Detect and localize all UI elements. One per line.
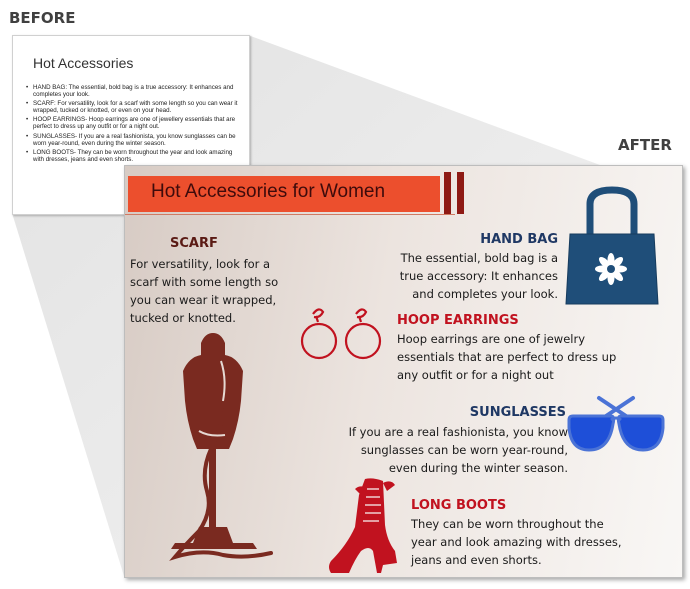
before-bullet-handbag: • HAND BAG: The essential, bold bag is a true accessory: It enhances and completes your look.: [26, 84, 240, 98]
hoop-earrings-text: Hoop earrings are one of jewelry essentials that are perfect to dress up any outfit or for a night out: [397, 332, 617, 382]
long-boots-text: They can be worn throughout the year and look amazing with dresses, jeans and even shorts.: [411, 517, 622, 567]
before-bullet-long-boots: • LONG BOOTS- They can be worn throughout the year and look amazing with dresses, jeans and even shorts.: [26, 149, 240, 163]
sunglasses-icon: [565, 394, 667, 454]
before-bullet-hoop-earrings: • HOOP EARRINGS- Hoop earrings are one of jewellery essentials that are perfect to dress up any outfit or for a night out.: [26, 116, 240, 130]
before-bullet-scarf: • SCARF: For versatility, look for a scarf with some length so you can wear it wrapped, tucked or knotted, or even on your head.: [26, 100, 240, 114]
before-label: BEFORE: [9, 9, 76, 27]
hoop-earrings-icon: [298, 302, 390, 368]
scarf-heading: SCARF: [170, 236, 218, 251]
after-slide-title: Hot Accessories for Women: [151, 181, 386, 202]
title-stripe: [457, 172, 464, 214]
long-boots-heading: LONG BOOTS: [411, 498, 507, 513]
boot-icon: [325, 475, 409, 578]
mannequin-scarf-icon: [153, 331, 303, 569]
before-bullet-list: [26, 84, 240, 165]
before-slide-title: Hot Accessories: [33, 55, 134, 71]
title-stripe: [444, 172, 451, 214]
scarf-text: For versatility, look for a scarf with some length so you can wear it wrapped, tucked or knotted.: [130, 257, 279, 325]
before-bullet-sunglasses: • SUNGLASSES- If you are a real fashionista, you know sunglasses can be worn year-round, even during the winter season.: [26, 133, 240, 147]
sunglasses-text: If you are a real fashionista, you know sunglasses can be worn year-round, even during the winter season.: [348, 425, 568, 475]
handbag-text: The essential, bold bag is a true accessory: It enhances and completes your look.: [399, 251, 558, 301]
after-label: AFTER: [618, 136, 672, 154]
hoop-earrings-heading: HOOP EARRINGS: [397, 313, 519, 328]
sunglasses-heading: SUNGLASSES: [469, 405, 566, 420]
after-slide: [124, 165, 683, 578]
title-underline: [125, 214, 455, 215]
handbag-heading: HAND BAG: [480, 232, 558, 247]
handbag-icon: [562, 184, 662, 310]
